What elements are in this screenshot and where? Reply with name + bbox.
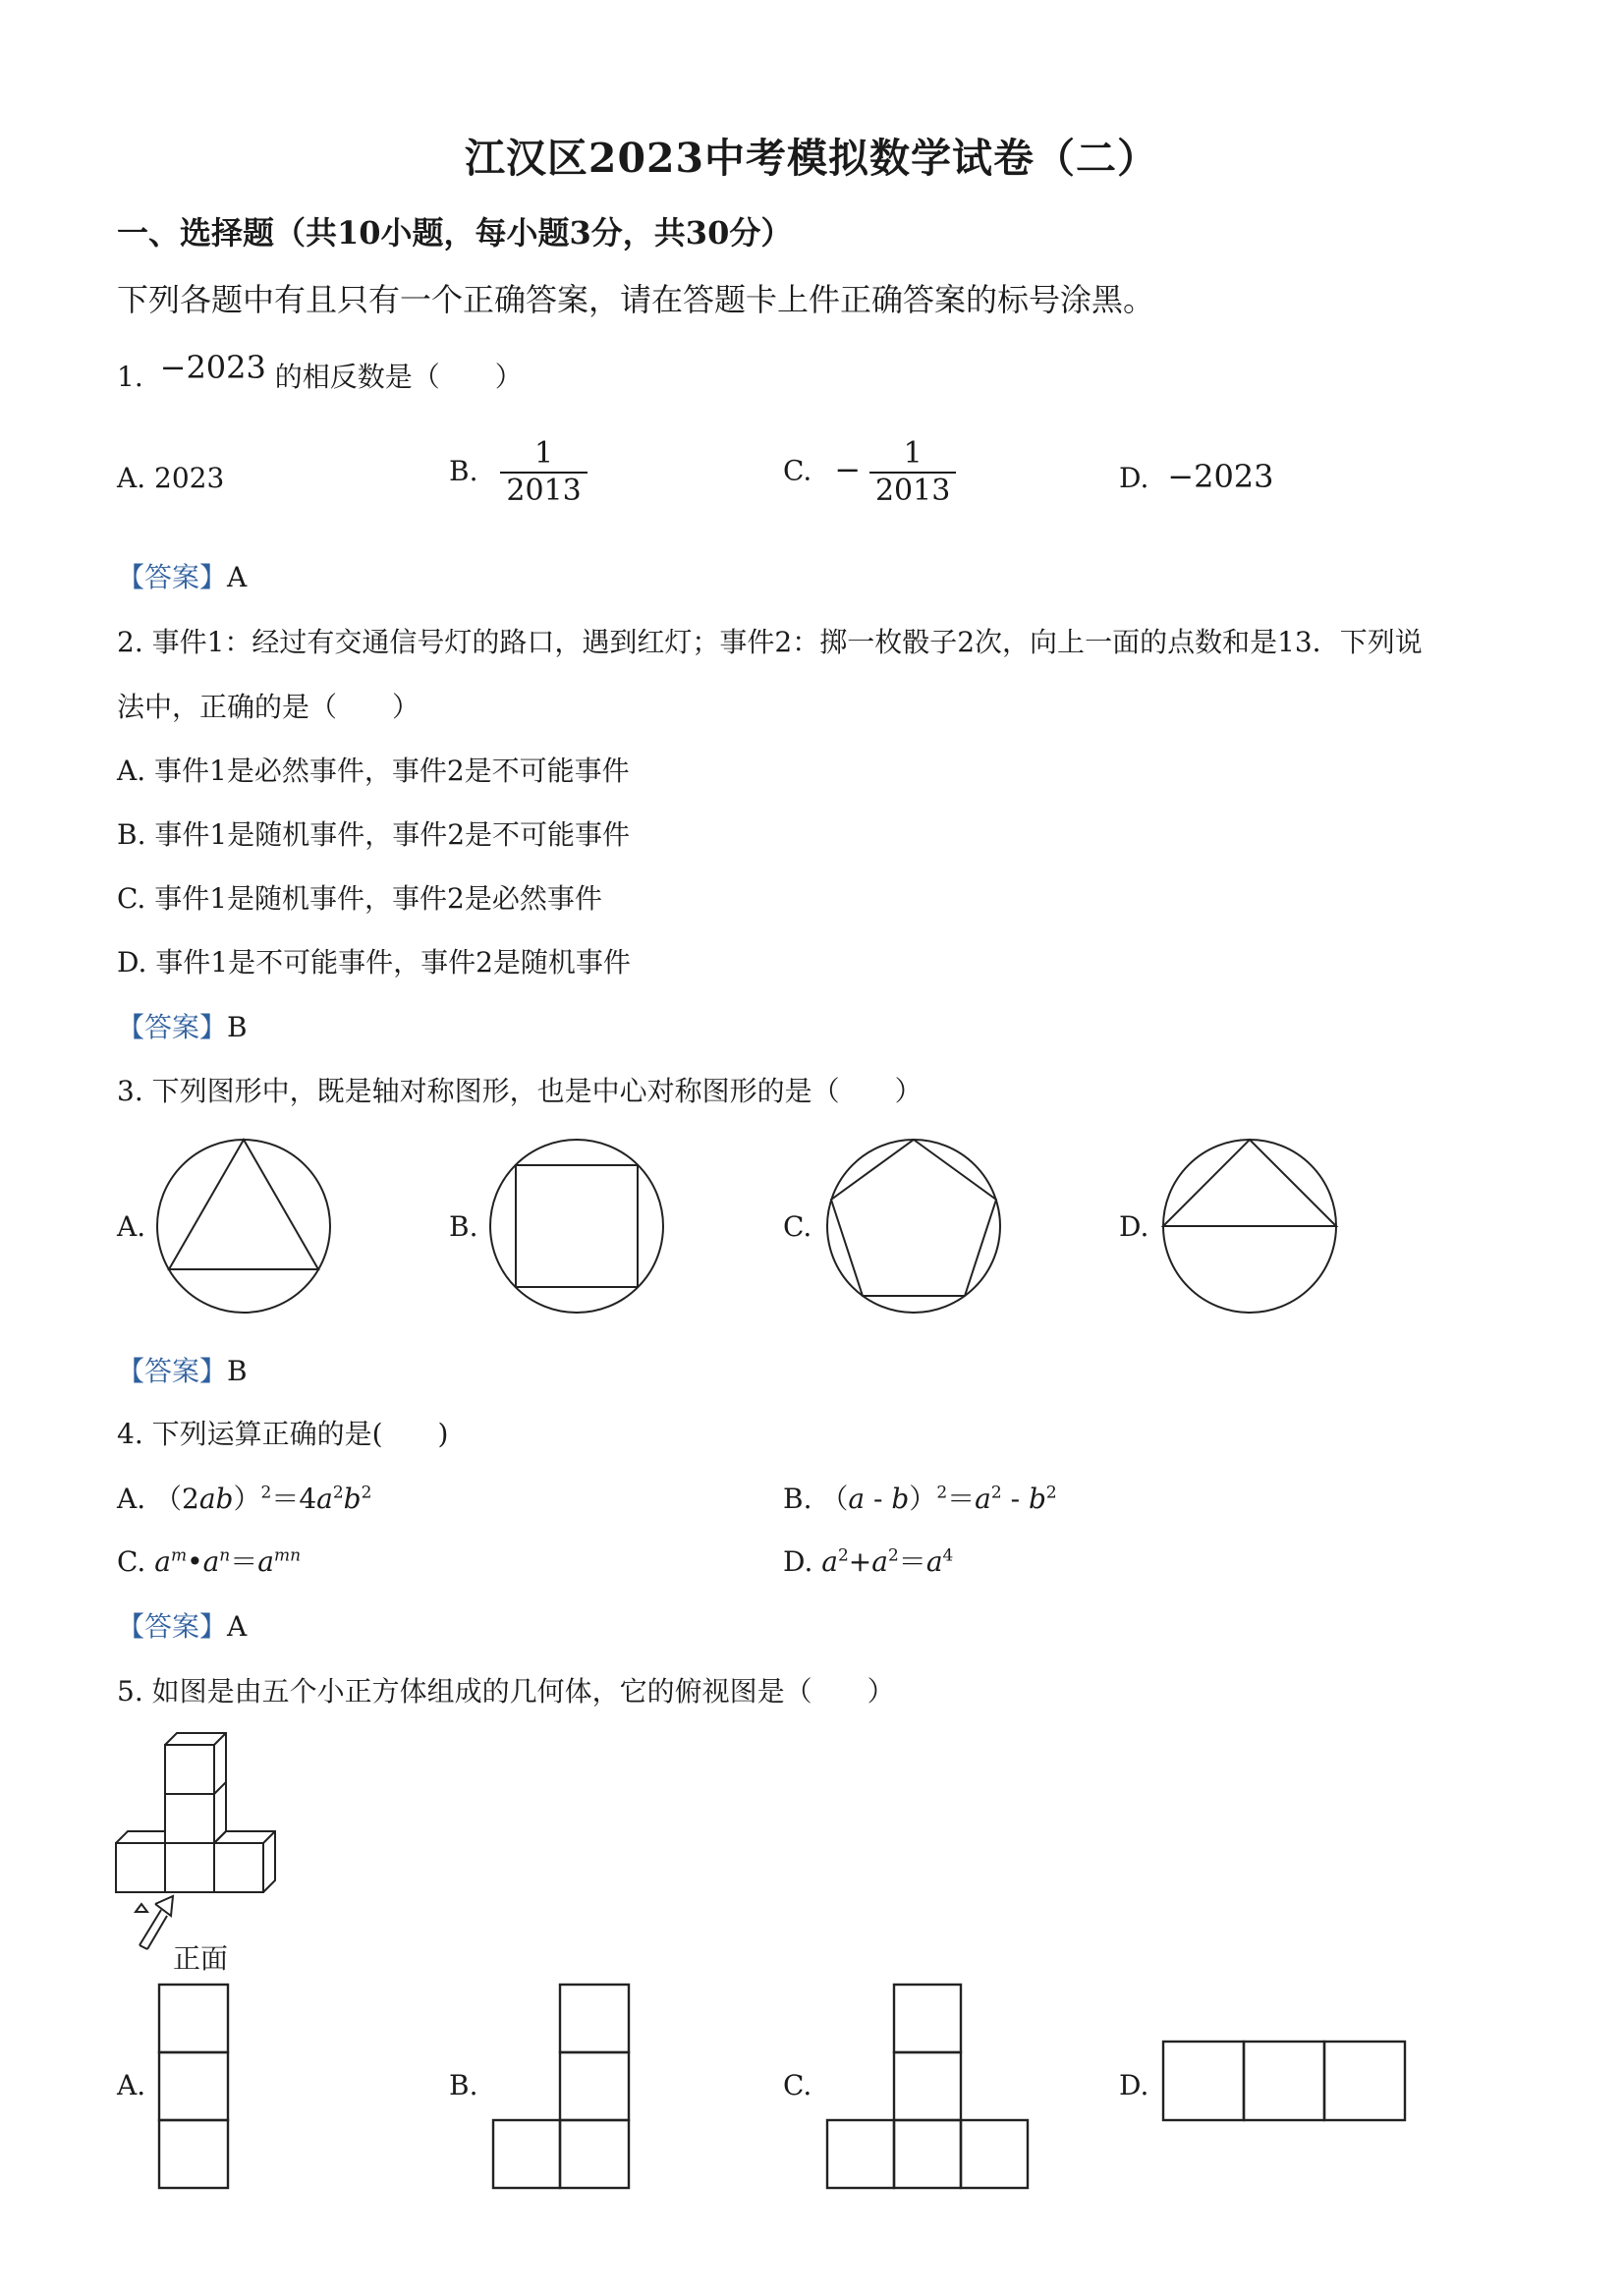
q4-option-d: D. $a^2+a^2=a^4$ [783, 1545, 954, 1578]
q2-option-d: D. 事件1是不可能事件，事件2是随机事件 [117, 946, 631, 979]
q1-option-d [1119, 458, 1274, 495]
q3-option-b-label: B. [449, 1210, 478, 1243]
question-2-line-1: 2. 事件1：经过有交通信号灯的路口，遇到红灯；事件2：掷一枚骰子2次，向上一面的点数和是13．下列说 [117, 626, 1423, 658]
q5-figure-a-vertical-three [157, 1983, 230, 2191]
q4-answer [117, 1605, 247, 1645]
q3-figure-b-circle-square [488, 1138, 665, 1315]
q1-answer-value: A [227, 561, 248, 593]
question-1-number: 1. [117, 361, 143, 393]
q4-answer-value: A [227, 1610, 248, 1643]
page-title: 江汉区2023中考模拟数学试卷（二） [464, 135, 1159, 182]
q4-option-d-label: D. [783, 1545, 813, 1578]
answer-tag: 【答案】 [117, 1610, 228, 1643]
q1-option-b-fraction [500, 436, 587, 509]
q5-figure-c-t-shape [825, 1983, 1032, 2191]
q3-answer-value: B [227, 1355, 248, 1387]
q5-option-d-label: D. [1119, 2069, 1149, 2101]
q1-option-b-denominator: 2013 [500, 472, 587, 509]
q5-option-b-label: B. [449, 2069, 478, 2101]
q5-option-a-label: A. [117, 2069, 146, 2101]
q2-option-a: A. 事件1是必然事件，事件2是不可能事件 [117, 755, 630, 787]
q5-figure-b-l-shape [491, 1983, 631, 2191]
question-5: 5. 如图是由五个小正方体组成的几何体，它的俯视图是（ ） [117, 1675, 895, 1708]
q2-option-b: B. 事件1是随机事件，事件2是不可能事件 [117, 818, 631, 851]
q1-option-c-numerator: 1 [903, 436, 923, 471]
q5-option-c-label: C. [783, 2069, 812, 2101]
q1-option-c-denominator: 2013 [869, 472, 956, 509]
q1-option-c [783, 436, 956, 509]
q1-option-d-label: D. [1119, 462, 1149, 494]
q1-option-c-sign: − [834, 450, 862, 488]
front-label: 正面 [173, 1942, 229, 1975]
q1-option-c-label: C. [783, 454, 812, 487]
answer-tag: 【答案】 [117, 561, 228, 593]
q1-option-d-value: −2023 [1167, 458, 1274, 495]
q1-option-c-fraction [869, 436, 956, 509]
q3-figure-a-circle-triangle [155, 1138, 332, 1315]
answer-tag: 【答案】 [117, 1355, 228, 1387]
question-1 [117, 349, 523, 395]
q3-figure-d-circle-triangle-diameter [1161, 1138, 1338, 1315]
q1-option-b-label: B. [449, 454, 478, 487]
q4-option-b-label: B. [783, 1483, 812, 1515]
question-3: 3. 下列图形中，既是轴对称图形，也是中心对称图形的是（ ） [117, 1075, 923, 1107]
q3-option-a-label: A. [117, 1210, 146, 1243]
question-2-line-2: 法中，正确的是（ ） [117, 691, 420, 723]
q4-option-b: B. $(a - b)^2=a^2 - b^2$ [783, 1483, 1057, 1515]
q4-option-a: A. $(2ab)^2=4a^2b^2$ [117, 1483, 372, 1515]
q1-option-b [449, 436, 588, 509]
instruction-text: 下列各题中有且只有一个正确答案，请在答题卡上件正确答案的标号涂黑。 [117, 281, 1155, 318]
q2-option-c: C. 事件1是随机事件，事件2是必然事件 [117, 882, 602, 915]
q4-option-a-label: A. [117, 1483, 146, 1515]
question-1-text: 的相反数是（ ） [274, 361, 523, 393]
q1-option-b-numerator: 1 [534, 436, 554, 471]
question-1-expression: −2023 [159, 349, 266, 386]
section-heading: 一、选择题（共10小题，每小题3分，共30分） [117, 214, 793, 252]
q4-option-c-label: C. [117, 1545, 146, 1578]
q1-option-a: A. 2023 [117, 462, 225, 494]
q2-answer [117, 1006, 248, 1045]
question-4: 4. 下列运算正确的是( ) [117, 1418, 449, 1450]
answer-tag: 【答案】 [117, 1011, 228, 1043]
q3-answer [117, 1350, 248, 1389]
q3-option-c-label: C. [783, 1210, 812, 1243]
q2-answer-value: B [227, 1011, 248, 1043]
q3-option-d-label: D. [1119, 1210, 1149, 1243]
q5-figure-d-horizontal-three [1161, 2040, 1407, 2124]
q1-answer [117, 556, 247, 595]
q4-option-c: C. $a^m•a^n=a^{mn}$ [117, 1545, 302, 1578]
q3-figure-c-circle-pentagon [825, 1138, 1002, 1315]
